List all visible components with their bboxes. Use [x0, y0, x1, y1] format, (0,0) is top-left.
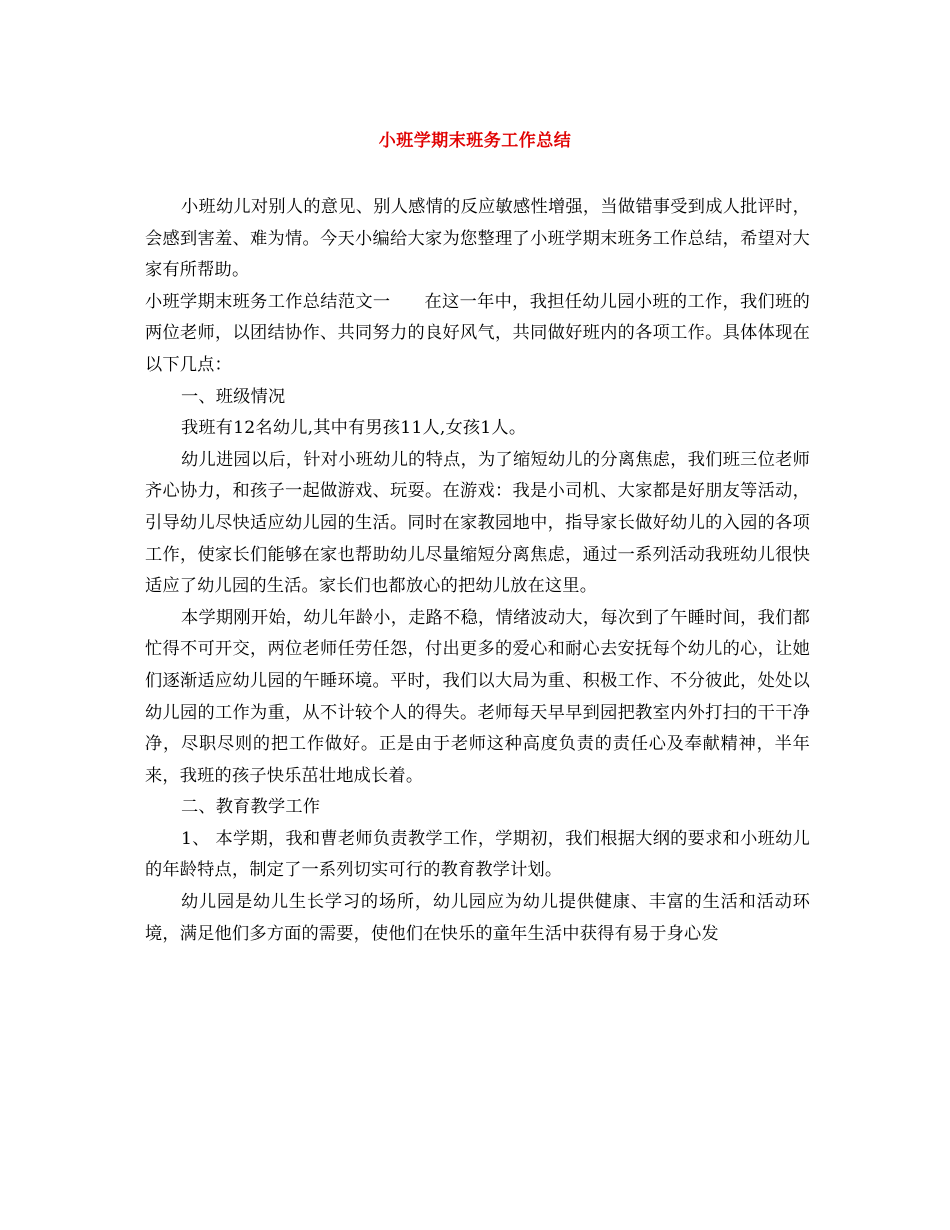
- semester-start-paragraph: 本学期刚开始，幼儿年龄小，走路不稳，情绪波动大，每次到了午睡时间，我们都忙得不可开交，两位老师任劳任怨，付出更多的爱心和耐心去安抚每个幼儿的心，让她们逐渐适应幼儿园的午睡环境。平时，我们以大局为重、积极工作、不分彼此，处处以幼儿园的工作为重，从不计较个人的得失。老师每天早早到园把教室内外打扫的干干净净，尽职尽则的把工作做好。正是由于老师这种高度负责的责任心及奉献精神，半年来，我班的孩子快乐茁壮地成长着。: [145, 607, 810, 786]
- sample-heading: 小班学期末班务工作总结范文一: [145, 291, 391, 312]
- environment-paragraph: 幼儿园是幼儿生长学习的场所，幼儿园应为幼儿提供健康、丰富的生活和活动环境，满足他们多方面的需要，使他们在快乐的童年生活中获得有易于身心发: [145, 892, 810, 944]
- document-title: 小班学期末班务工作总结: [378, 131, 572, 151]
- intro-paragraph: 小班幼儿对别人的意见、别人感情的反应敏感性增强，当做错事受到成人批评时，会感到害羞、难为情。今天小编给大家为您整理了小班学期末班务工作总结，希望对大家有所帮助。: [145, 197, 810, 281]
- sample-opening: 在这一年中，我担任幼儿园小班的工作，我们班的两位老师，以团结协作、共同努力的良好风气，共同做好班内的各项工作。具体体现在以下几点：: [145, 291, 810, 375]
- section1-heading: 一、班级情况: [181, 386, 286, 407]
- teaching-item-1: 1、 本学期，我和曹老师负责教学工作，学期初，我们根据大纲的要求和小班幼儿的年龄特点，制定了一系列切实可行的教育教学计划。: [145, 828, 810, 881]
- sample-paragraph: [145, 287, 810, 382]
- class-size-paragraph: 我班有12名幼儿,其中有男孩11人,女孩1人。: [181, 418, 527, 439]
- section2-heading: 二、教育教学工作: [181, 797, 321, 818]
- adaptation-paragraph: 幼儿进园以后，针对小班幼儿的特点，为了缩短幼儿的分离焦虑，我们班三位老师齐心协力，和孩子一起做游戏、玩耍。在游戏：我是小司机、大家都是好朋友等活动，引导幼儿尽快适应幼儿园的生活。同时在家教园地中，指导家长做好幼儿的入园的各项工作，使家长们能够在家也帮助幼儿尽量缩短分离焦虑，通过一系列活动我班幼儿很快适应了幼儿园的生活。家长们也都放心的把幼儿放在这里。: [145, 449, 810, 597]
- document-body: [145, 192, 810, 950]
